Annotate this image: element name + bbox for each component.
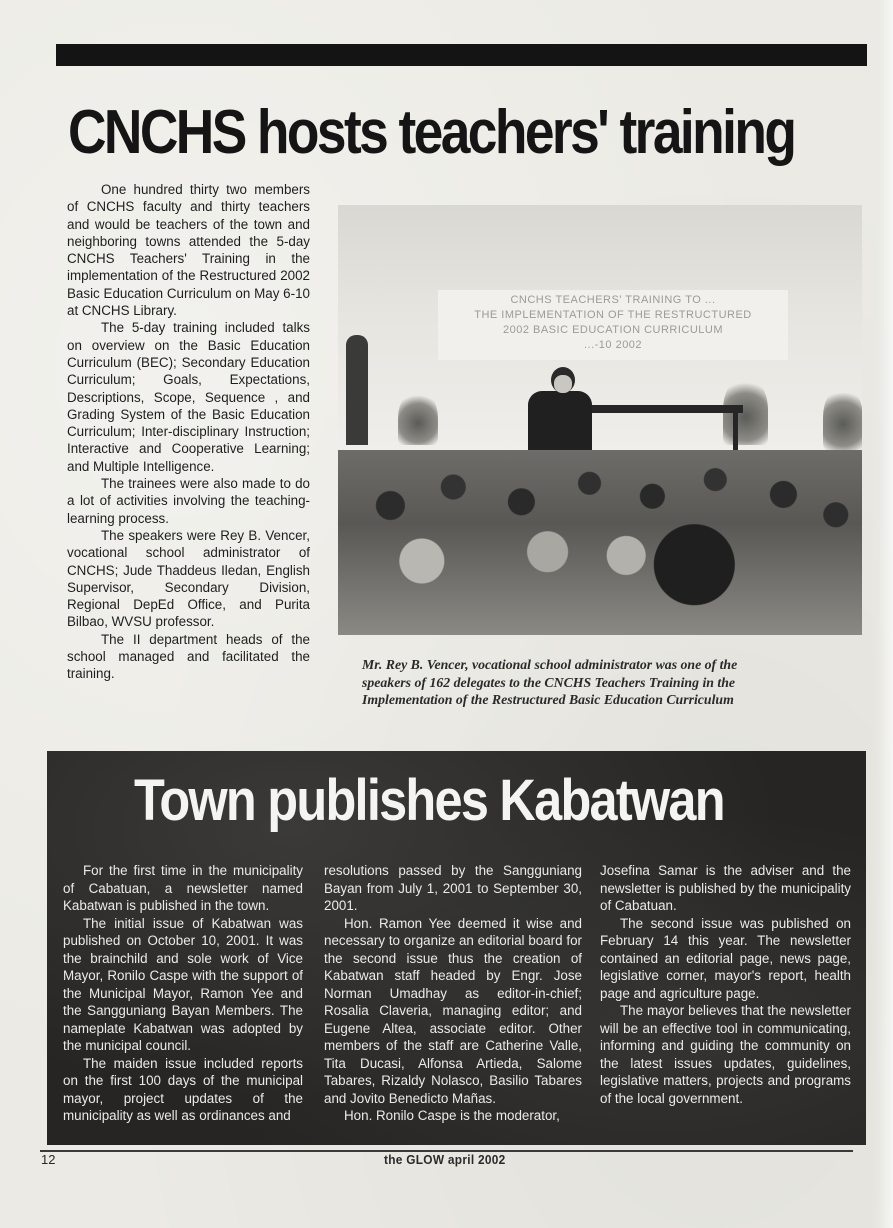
page-number: 12 (41, 1152, 56, 1167)
story-2-paragraph: Hon. Ramon Yee deemed it wise and necessary to organize an editorial board for the second issue thus the creation of Kabatwan staff headed by Engr. Jose Norman Umadhay as editor-in-chief; Rosalia Claveria, managing editor; and Eugene Altea, associate editor. Other members of the staff are Catherine Valle, Tita Ducasi, Alfonsa Artieda, Salome Tabares, Rizaldy Nolasco, Basilio Tabares and Jovito Benedicto Mañas. (324, 915, 582, 1106)
photo-caption (362, 656, 842, 709)
story-2-column-1 (63, 862, 303, 1125)
story-1-paragraph: The speakers were Rey B. Vencer, vocational school administrator of CNCHS; Jude Thaddeus Iledan, English Supervisor, Secondary Division, Regional DepEd Office, and Purita Bilbao, WVSU professor. (67, 527, 310, 630)
top-rule-bar (56, 44, 867, 66)
story-2-paragraph: For the first time in the municipality of Cabatuan, a newsletter named Kabatwan is published in the town. (63, 863, 303, 913)
banner-line: THE IMPLEMENTATION OF THE RESTRUCTURED (474, 309, 752, 321)
page-edge-shadow (871, 0, 893, 1228)
story-1-paragraph: The II department heads of the school managed and facilitated the training. (67, 631, 310, 682)
story-2-paragraph: Hon. Ronilo Caspe is the moderator, (344, 1108, 560, 1123)
publication-name: the GLOW april 2002 (384, 1153, 506, 1167)
banner-line: 2002 BASIC EDUCATION CURRICULUM (502, 324, 724, 336)
photo-plant (823, 385, 862, 450)
story-2-paragraph: resolutions passed by the Sangguniang Bayan from July 1, 2001 to September 30, 2001. (324, 863, 582, 913)
photo-plant (398, 390, 438, 445)
story-1-paragraph: The trainees were also made to do a lot of activities involving the teaching-learning process. (67, 476, 310, 526)
footer-rule (40, 1150, 853, 1152)
photo-audience (338, 450, 862, 635)
photo-table (578, 405, 743, 413)
photo-speaker-body (528, 391, 592, 451)
caption-line: Mr. Rey B. Vencer, vocational school administrator was one of the (362, 657, 738, 672)
caption-line: Implementation of the Restructured Basic Education Curriculum (362, 692, 734, 707)
banner-line: CNCHS TEACHERS' TRAINING TO ... (510, 294, 716, 306)
story-2-headline: Town publishes Kabatwan (134, 768, 724, 833)
story-1-headline: CNCHS hosts teachers' training (68, 98, 795, 167)
story-2-paragraph: Josefina Samar is the adviser and the newsletter is published by the municipality of Cabatuan. (600, 863, 851, 913)
photo-banner-text (448, 293, 778, 353)
story-2-column-2 (324, 862, 582, 1125)
story-1-paragraph: The 5-day training included talks on overview on the Basic Education Curriculum (BEC); Secondary Education Curriculum; Goals, Expectations, Descriptions, Scope, Sequence , and Grading System of the Basic Education Curriculum; Inter-disciplinary Instruction; Interactive and Cooperative Learning; and Multiple Intelligence. (67, 320, 310, 474)
banner-line: ...-10 2002 (583, 339, 643, 351)
story-1-paragraph: One hundred thirty two members of CNCHS faculty and thirty teachers and would be teachers of the town and neighboring towns attended the 5-day CNCHS Teachers' Training in the implementation of the Restructured 2002 Basic Education Curriculum on May 6-10 at CNCHS Library. (67, 182, 310, 319)
photo-pillar (346, 335, 368, 445)
story-1-body (67, 181, 310, 683)
caption-line: speakers of 162 delegates to the CNCHS Teachers Training in the (362, 674, 736, 690)
story-2-column-3 (600, 862, 851, 1107)
photo-table-leg (733, 410, 738, 450)
story-2-paragraph: The initial issue of Kabatwan was published on October 10, 2001. It was the brainchild and sole work of Vice Mayor, Ronilo Caspe with the support of the Municipal Mayor, Ramon Yee and the Sangguniang Bayan Members. The nameplate Kabatwan was adopted by the municipal council. (63, 915, 303, 1053)
training-photo (338, 205, 862, 635)
photo-speaker-face (554, 375, 572, 393)
story-2-paragraph: The second issue was published on February 14 this year. The newsletter contained an editorial page, news page, legislative corner, mayor's report, health page and agriculture page. (600, 915, 851, 1001)
story-2-paragraph: The mayor believes that the newsletter will be an effective tool in communicating, informing and guiding the community on the latest issues updates, guidelines, legislative matters, projects and programs of the local government. (600, 1003, 851, 1106)
story-2-paragraph: The maiden issue included reports on the first 100 days of the municipal mayor, project updates of the municipality as well as ordinances and (63, 1055, 303, 1123)
